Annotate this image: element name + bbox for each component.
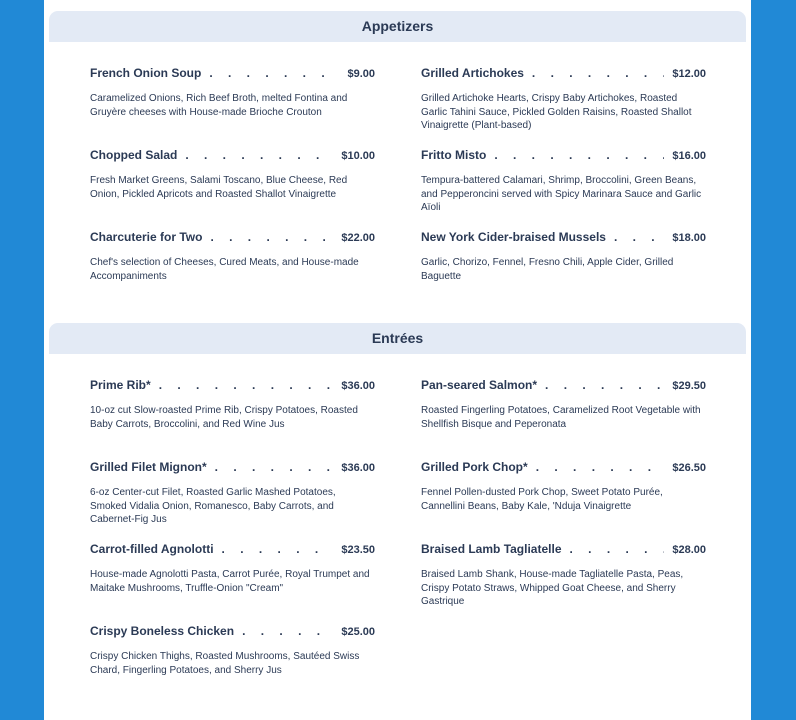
item-description: Tempura-battered Calamari, Shrimp, Broccolini, Green Beans, and Pepperoncini served with Spicy Marinara Sauce and Garlic Aïoli bbox=[421, 175, 702, 214]
menu-item bbox=[90, 148, 375, 230]
dot-leader bbox=[151, 378, 334, 392]
item-name: French Onion Soup bbox=[90, 66, 202, 80]
item-name: Braised Lamb Tagliatelle bbox=[421, 542, 562, 556]
menu-item bbox=[90, 542, 375, 624]
item-description: Fresh Market Greens, Salami Toscano, Blue Cheese, Red Onion, Pickled Apricots and Roasted Shallot Vinaigrette bbox=[90, 175, 348, 200]
item-description: Roasted Fingerling Potatoes, Caramelized Root Vegetable with Shellfish Bisque and Peperonata bbox=[421, 405, 701, 430]
section-title: Entrées bbox=[49, 323, 746, 354]
item-description: 10-oz cut Slow-roasted Prime Rib, Crispy Potatoes, Roasted Baby Carrots, Broccolini, and Red Wine Jus bbox=[90, 405, 358, 430]
item-price: $25.00 bbox=[341, 626, 375, 638]
item-name: Charcuterie for Two bbox=[90, 230, 203, 244]
item-name: Chopped Salad bbox=[90, 148, 178, 162]
item-name: Crispy Boneless Chicken bbox=[90, 624, 235, 638]
menu-item bbox=[421, 66, 706, 148]
menu-item bbox=[90, 624, 375, 706]
item-name: Grilled Artichokes bbox=[421, 66, 524, 80]
dot-leader bbox=[486, 148, 664, 162]
menu-item bbox=[421, 542, 706, 624]
dot-leader bbox=[562, 542, 665, 556]
item-price: $9.00 bbox=[347, 68, 375, 80]
dot-leader bbox=[234, 624, 333, 638]
item-description: Braised Lamb Shank, House-made Tagliatelle Pasta, Peas, Crispy Potato Straws, Whipped Goat Cheese, and Sherry Gastrique bbox=[421, 569, 684, 608]
item-name: Fritto Misto bbox=[421, 148, 487, 162]
menu-item bbox=[90, 460, 375, 542]
item-description: Crispy Chicken Thighs, Roasted Mushrooms, Sautéed Swiss Chard, Fingerling Potatoes, and Sherry Jus bbox=[90, 651, 360, 676]
section-title: Appetizers bbox=[49, 11, 746, 42]
item-price: $36.00 bbox=[341, 380, 375, 392]
item-price: $26.50 bbox=[672, 462, 706, 474]
item-name: Prime Rib* bbox=[90, 378, 151, 392]
dot-leader bbox=[202, 230, 333, 244]
menu-item bbox=[90, 66, 375, 148]
menu-item bbox=[90, 230, 375, 312]
item-description: House-made Agnolotti Pasta, Carrot Purée, Royal Trumpet and Maitake Mushrooms, Truffle-Onion "Cream" bbox=[90, 569, 370, 594]
item-price: $29.50 bbox=[672, 380, 706, 392]
item-price: $36.00 bbox=[341, 462, 375, 474]
entrees-section bbox=[44, 323, 751, 706]
dot-leader bbox=[177, 148, 333, 162]
item-price: $12.00 bbox=[672, 68, 706, 80]
item-name: Carrot-filled Agnolotti bbox=[90, 542, 214, 556]
dot-leader bbox=[524, 66, 664, 80]
item-description: Fennel Pollen-dusted Pork Chop, Sweet Potato Purée, Cannellini Beans, Baby Kale, 'Nduja Vinaigrette bbox=[421, 487, 663, 512]
item-description: Grilled Artichoke Hearts, Crispy Baby Artichokes, Roasted Garlic Tahini Sauce, Pickled Golden Raisins, Roasted Shallot Vinaigrette (Plant-based) bbox=[421, 93, 692, 132]
menu-page bbox=[44, 0, 751, 720]
item-price: $18.00 bbox=[672, 232, 706, 244]
dot-leader bbox=[201, 66, 339, 80]
item-name: New York Cider-braised Mussels bbox=[421, 230, 606, 244]
dot-leader bbox=[606, 230, 664, 244]
menu-item bbox=[90, 378, 375, 460]
item-price: $28.00 bbox=[672, 544, 706, 556]
item-name: Grilled Pork Chop* bbox=[421, 460, 528, 474]
item-description: Chef's selection of Cheeses, Cured Meats, and House-made Accompaniments bbox=[90, 257, 359, 282]
appetizers-section bbox=[44, 11, 751, 312]
item-price: $16.00 bbox=[672, 150, 706, 162]
item-description: Garlic, Chorizo, Fennel, Fresno Chili, Apple Cider, Grilled Baguette bbox=[421, 257, 674, 282]
item-description: Caramelized Onions, Rich Beef Broth, melted Fontina and Gruyère cheeses with House-made Brioche Crouton bbox=[90, 93, 348, 118]
item-price: $22.00 bbox=[341, 232, 375, 244]
item-name: Grilled Filet Mignon* bbox=[90, 460, 207, 474]
item-price: $10.00 bbox=[341, 150, 375, 162]
item-price: $23.50 bbox=[341, 544, 375, 556]
dot-leader bbox=[207, 460, 334, 474]
menu-item bbox=[421, 460, 706, 542]
dot-leader bbox=[537, 378, 664, 392]
dot-leader bbox=[528, 460, 665, 474]
dot-leader bbox=[214, 542, 334, 556]
menu-item bbox=[421, 148, 706, 230]
menu-item bbox=[421, 230, 706, 312]
menu-item bbox=[421, 378, 706, 460]
item-description: 6-oz Center-cut Filet, Roasted Garlic Mashed Potatoes, Smoked Vidalia Onion, Romanesco, Baby Carrots, and Cabernet-Fig Jus bbox=[90, 487, 336, 526]
item-name: Pan-seared Salmon* bbox=[421, 378, 538, 392]
